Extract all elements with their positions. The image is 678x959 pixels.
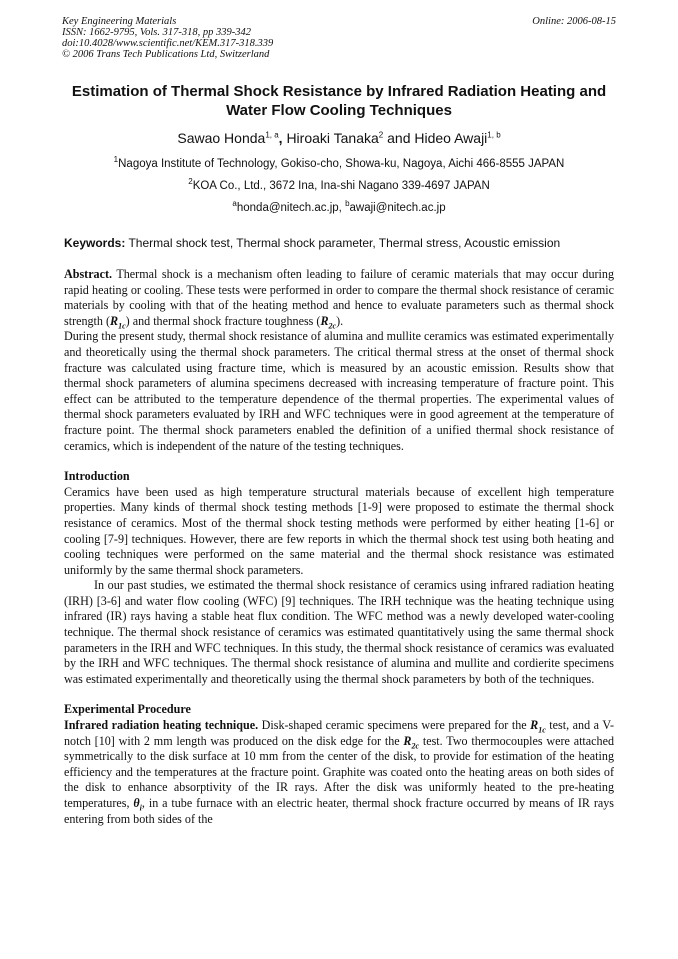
section-heading-introduction: Introduction [64, 469, 130, 484]
section-heading-experimental: Experimental Procedure [64, 702, 191, 717]
author-separator: and [383, 130, 415, 146]
email-line: $^a$honda@nitech.ac.jp, $^b$awaji@nitech.ac.jp [232, 199, 446, 214]
intro-paragraph-2: In our past studies, we estimated the thermal shock resistance of ceramics using infrared radiation heating (IRH) [3-6] and water flow cooling (WFC) [9] techniques. The IRH technique was the heating technique using infrared (IR) rays having a stable heat flux condition. The WFC method was a newly developed water-cooling technique. The thermal shock resistance of ceramics was estimated quantitatively using the same thermal shock parameters in the IRH and WFC techniques. In this study, the thermal shock resistance of ceramics was evaluated by the IRH and WFC techniques. The thermal shock resistance of alumina and mullite and cordierite specimens was estimated experimentally and theoretically using the thermal shock parameters by both of the techniques. [64, 578, 614, 686]
experimental-paragraph: Infrared radiation heating technique. Disk-shaped ceramic specimens were prepared for the $R_{1c}$ test, and a V-notch [10] with 2 mm length was produced on the disk edge for the $R_{2c}$ test. Two thermocouples were attached symmetrically to the disk surface at 10 mm from the center of the disk, to provide for estimation of the heating efficiency and the temperatures at the fracture point. Graphite was coated onto the heating areas on both sides of the disk to enhance absorptivity of the IR rays. After the disk was uniformly heated to the pre-heating temperatures, $\theta_i$, in a tube furnace with an electric heater, thermal shock fracture occurred by means of IR rays entering from both sides of the [64, 718, 614, 826]
keywords [64, 236, 628, 250]
author-name: Sawao Honda [177, 130, 266, 146]
email-address: awaji@nitech.ac.jp [349, 202, 446, 214]
online-date: Online: 2006-08-15 [532, 16, 616, 27]
author-separator: , [278, 130, 287, 146]
affiliation-1: $^1$Nagoya Institute of Technology, Gokiso-cho, Showa-ku, Nagoya, Aichi 466-8555 JAPAN [113, 155, 565, 170]
paper-title: Estimation of Thermal Shock Resistance by Infrared Radiation Heating and Water Flow Cooling Techniques [71, 83, 607, 119]
abstract-paragraph-2: During the present study, thermal shock resistance of alumina and mullite ceramics was estimated experimentally and theoretically using the thermal shock parameters. The critical thermal stress at the onset of thermal shock fracture was calculated using fracture time, which is measured by an acoustic emission. Results show that thermal shock parameters of alumina specimens decreased with increasing temperature of fracture point. This effect can be attributed to the temperature dependence of the thermal properties. The experimental values of thermal shock parameters evaluated by IRH and WFC techniques were in good agreement at the temperature of fracture point. The thermal shock parameters enabled the definition of a unified thermal shock resistance of ceramics, which is independent of the nature of the testing techniques. [64, 329, 614, 453]
keywords-text: Thermal shock test, Thermal shock parameter, Thermal stress, Acoustic emission [125, 236, 561, 250]
issn-line: ISSN: 1662-9795, Vols. 317-318, pp 339-342 [62, 27, 251, 38]
author-superscript: 1, b [487, 130, 501, 140]
keywords-label: Keywords: [64, 236, 126, 250]
intro-paragraph-1: Ceramics have been used as high temperature structural materials because of excellent high temperature properties. Many kinds of thermal shock testing methods [1-9] were proposed to estimate the thermal shock resistance of ceramics. Most of the thermal shock testing methods were performed by either heating [1-6] or cooling [7-9] techniques. However, there are few reports in which the thermal shock test using both heating and cooling techniques were performed on the same material and the thermal shock resistance was estimated uniformly by the same thermal shock parameters. [64, 484, 614, 577]
subsection-label: Infrared radiation heating technique. [64, 718, 259, 733]
copyright-line: © 2006 Trans Tech Publications Ltd, Switzerland [62, 49, 270, 60]
journal-name: Key Engineering Materials [62, 16, 177, 27]
abstract-paragraph: Abstract. Thermal shock is a mechanism often leading to failure of ceramic materials that may occur during rapid heating or cooling. These tests were performed in order to compare the thermal shock resistance of ceramic materials by cooling with that of the heating method and hence to evaluate parameters such as thermal shock strength $(R_{1c})$ and thermal shock fracture toughness $(R_{2c})$. [64, 267, 614, 331]
paper-body [64, 267, 614, 827]
affiliation-2: $^2$KOA Co., Ltd., 3672 Ina, Ina-shi Nagano 339-4697 JAPAN [188, 177, 490, 192]
abstract-label: Abstract. [64, 267, 113, 281]
doi-line: doi:10.4028/www.scientific.net/KEM.317-318.339 [62, 38, 274, 49]
journal-header [62, 16, 616, 60]
email-address: honda@nitech.ac.jp, [236, 202, 346, 214]
author-list [40, 130, 638, 146]
author-superscript: 2 [378, 130, 384, 140]
author-superscript: 1, a [265, 130, 279, 140]
author-name: Hiroaki Tanaka [286, 130, 379, 146]
author-name: Hideo Awaji [414, 130, 488, 146]
